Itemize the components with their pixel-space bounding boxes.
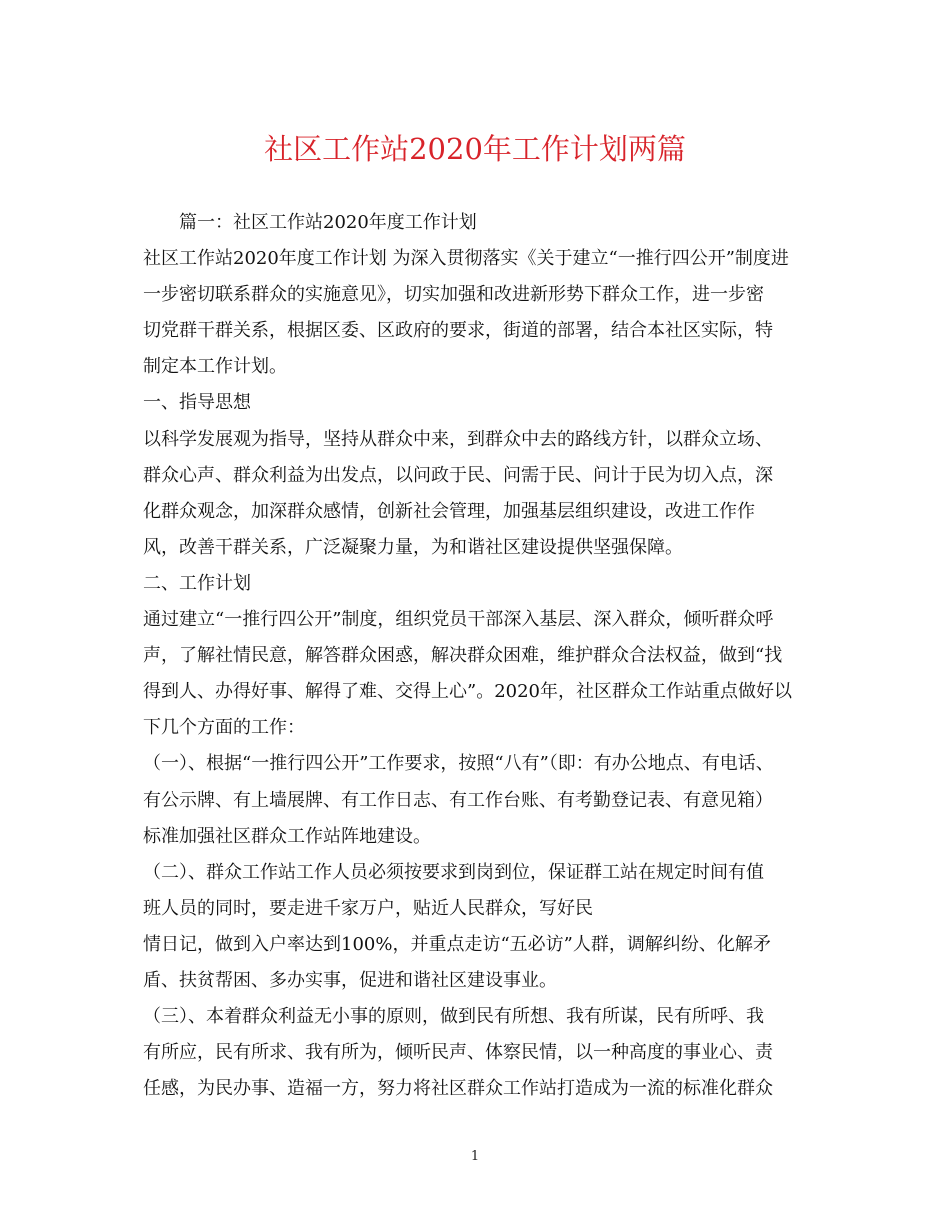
paragraph-line: 有所应，民有所求、我有所为，倾听民声、体察民情，以一种高度的事业心、责	[143, 1042, 773, 1064]
paragraph-line: 社区工作站2020年度工作计划 为深入贯彻落实《关于建立“一推行四公开”制度进	[143, 248, 789, 270]
paragraph-line: 有公示牌、有上墙展牌、有工作日志、有工作台账、有考勤登记表、有意见箱）	[143, 789, 773, 811]
paragraph-line: 一步密切联系群众的实施意见》，切实加强和改进新形势下群众工作，进一步密	[143, 284, 764, 306]
list-item-three: （三）、本着群众利益无小事的原则，做到民有所想、我有所谋，民有所呼、我	[143, 1006, 764, 1028]
paragraph-line: 得到人、办得好事、解得了难、交得上心”。2020年，社区群众工作站重点做好以	[143, 681, 793, 703]
section-heading-work-plan: 二、工作计划	[143, 572, 251, 594]
paragraph-line: 化群众观念，加深群众感情，创新社会管理，加强基层组织建设，改进工作作	[143, 500, 755, 522]
paragraph-line: 任感，为民办事、造福一方，努力将社区群众工作站打造成为一流的标准化群众	[143, 1078, 773, 1100]
paragraph-line: 通过建立“一推行四公开”制度，组织党员干部深入基层、深入群众，倾听群众呼	[143, 609, 774, 631]
paragraph-line: 风，改善干群关系，广泛凝聚力量，为和谐社区建设提供坚强保障。	[143, 536, 683, 558]
paragraph-line: 切党群干群关系，根据区委、区政府的要求，街道的部署，结合本社区实际，特	[143, 320, 773, 342]
paragraph-line: 以科学发展观为指导，坚持从群众中来，到群众中去的路线方针，以群众立场、	[143, 428, 773, 450]
paragraph-line: 标准加强社区群众工作站阵地建设。	[143, 825, 431, 847]
paragraph-line: 制定本工作计划。	[143, 356, 287, 378]
document-body	[143, 205, 808, 1107]
paragraph-line: 下几个方面的工作：	[143, 717, 305, 739]
paragraph-line: 情日记，做到入户率达到100%，并重点走访“五必访”人群，调解纠纷、化解矛	[143, 933, 771, 955]
paragraph-line: 盾、扶贫帮困、多办实事，促进和谐社区建设事业。	[143, 969, 557, 991]
paragraph-line: 群众心声、群众利益为出发点，以问政于民、问需于民、问计于民为切入点，深	[143, 464, 773, 486]
list-item-two: （二）、群众工作站工作人员必须按要求到岗到位，保证群工站在规定时间有值	[143, 861, 764, 883]
section-heading-guiding-ideology: 一、指导思想	[143, 392, 251, 414]
paragraph-line: 班人员的同时，要走进千家万户，贴近人民群众，写好民	[143, 897, 593, 919]
section-heading-part-one: 篇一：社区工作站2020年度工作计划	[179, 212, 477, 233]
paragraph-line: 声，了解社情民意，解答群众困惑，解决群众困难，维护群众合法权益，做到“找	[143, 645, 783, 667]
list-item-one: （一）、根据“一推行四公开”工作要求，按照“八有”（即：有办公地点、有电话、	[143, 753, 774, 775]
page-number: 1	[470, 1149, 480, 1164]
document-title: 社区工作站2020年工作计划两篇	[264, 132, 686, 166]
